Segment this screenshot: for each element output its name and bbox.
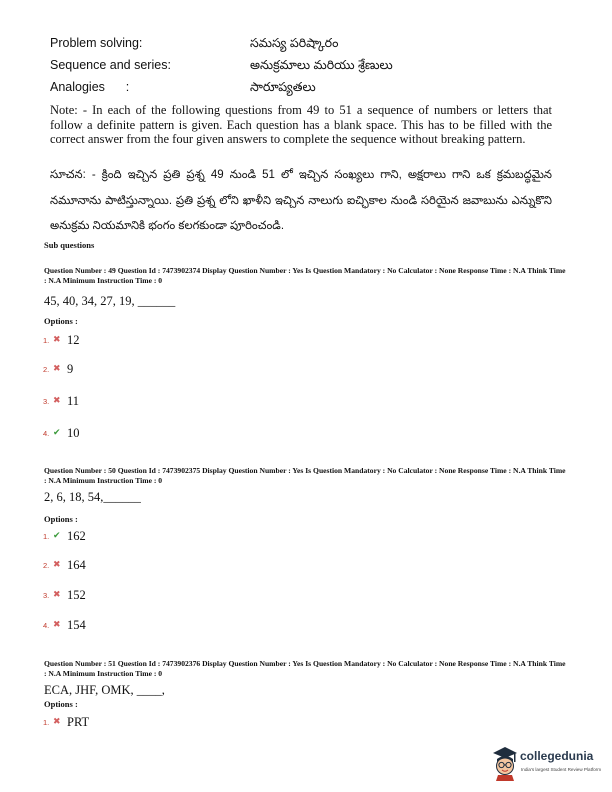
logo-wordmark: collegedunia [520, 749, 594, 763]
cross-icon: ✖ [53, 396, 61, 406]
collegedunia-logo-icon [490, 745, 520, 781]
option-value: 10 [67, 425, 80, 440]
option-value: PRT [67, 714, 90, 729]
sub-questions-label: Sub questions [44, 240, 95, 250]
topic-label-analogies: Analogies : [50, 80, 130, 94]
topic-value-problem-solving: సమస్య పరిష్కారం [250, 36, 339, 50]
option-number: 2. [43, 560, 50, 570]
check-icon: ✔ [53, 531, 61, 541]
option-value: 154 [67, 617, 86, 632]
option-number: 2. [43, 364, 50, 374]
options-label: Options : [44, 699, 78, 709]
option-item[interactable] [43, 714, 89, 730]
cross-icon: ✖ [53, 560, 61, 570]
option-number: 4. [43, 428, 50, 438]
cross-icon: ✖ [53, 364, 61, 374]
option-item[interactable] [43, 361, 73, 377]
logo-tagline: India's largest Student Review Platform [521, 767, 602, 772]
option-number: 3. [43, 396, 50, 406]
option-number: 4. [43, 620, 50, 630]
option-item[interactable] [43, 393, 79, 409]
option-item[interactable] [43, 332, 80, 348]
option-item[interactable] [43, 587, 86, 603]
option-number: 1. [43, 335, 50, 345]
option-number: 1. [43, 531, 50, 541]
topic-value-analogies: సారూప్యతలు [250, 80, 316, 94]
cross-icon: ✖ [53, 717, 61, 727]
option-item[interactable] [43, 528, 86, 544]
topic-label-sequence: Sequence and series: [50, 58, 171, 72]
note-telugu: సూచన: - క్రింది ఇచ్చిన ప్రతి ప్రశ్న 49 నుండి 51 లో ఇచ్చిన సంఖ్యలు గాని, అక్షరాలు గాని ఒక క్రమబద్ధమైన నమూనాను పాటిస్తున్నాయి. ప్రతి ప్రశ్న లోని ఖాళీని ఇచ్చిన నాలుగు ఐచ్ఛికాల నుండి సరియైన జవాబును ఎన్నుకొని అనుక్రమ నియమానికి భంగం కలగకుండా పూరించండి. [50, 169, 552, 232]
question-meta: Question Number : 51 Question Id : 7473902376 Display Question Number : Yes Is Question Mandatory : No Calculator : None Response Time : N.A Think Time : N.A Minimum Instruction Time : 0 [44, 659, 566, 678]
option-value: 9 [67, 361, 74, 376]
cross-icon: ✖ [53, 335, 61, 345]
option-number: 1. [43, 717, 50, 727]
question-text: 45, 40, 34, 27, 19, ______ [44, 294, 176, 308]
question-meta: Question Number : 49 Question Id : 7473902374 Display Question Number : Yes Is Question Mandatory : No Calculator : None Response Time : N.A Think Time : N.A Minimum Instruction Time : 0 [44, 266, 566, 285]
option-item[interactable] [43, 617, 86, 633]
check-icon: ✔ [53, 428, 61, 438]
option-value: 164 [67, 557, 86, 572]
options-label: Options : [44, 514, 78, 524]
options-label: Options : [44, 316, 78, 326]
cross-icon: ✖ [53, 590, 61, 600]
cross-icon: ✖ [53, 620, 61, 630]
option-number: 3. [43, 590, 50, 600]
topic-label-problem-solving: Problem solving: [50, 36, 143, 50]
topic-value-sequence: అనుక్రమాలు మరియు శ్రేణులు [250, 58, 393, 72]
question-text: 2, 6, 18, 54,______ [44, 490, 141, 504]
option-value: 162 [67, 528, 86, 543]
question-text: ECA, JHF, OMK, ____, [44, 683, 165, 697]
option-value: 11 [67, 393, 80, 408]
question-meta: Question Number : 50 Question Id : 7473902375 Display Question Number : Yes Is Question Mandatory : No Calculator : None Response Time : N.A Think Time : N.A Minimum Instruction Time : 0 [44, 466, 566, 485]
note-english: Note: - In each of the following questions from 49 to 51 a sequence of numbers or letters that follow a definite pattern is given. Each question has a blank space. This has to be filled with the correct answer from the four given answers to complete the sequence without breaking pattern. [50, 103, 552, 147]
option-item[interactable] [43, 557, 86, 573]
option-item[interactable] [43, 425, 80, 441]
option-value: 152 [67, 587, 86, 602]
option-value: 12 [67, 332, 80, 347]
